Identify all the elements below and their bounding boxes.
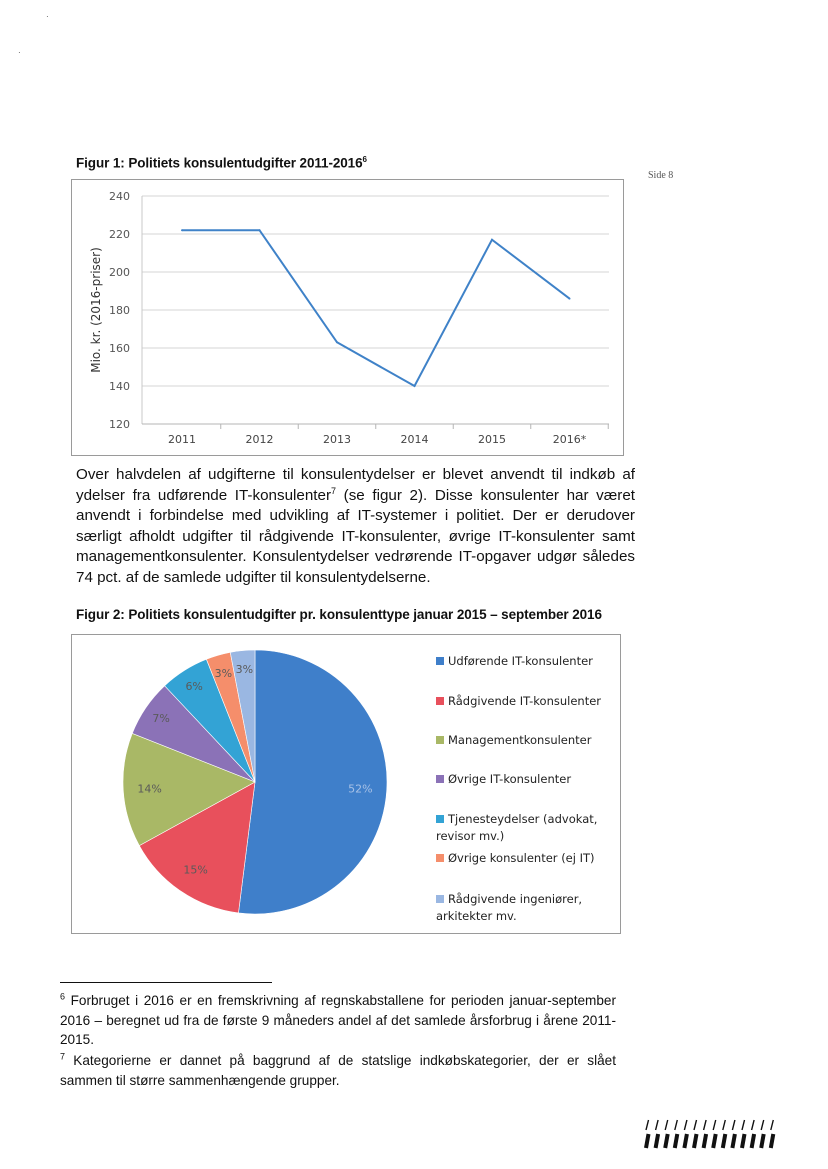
page-number: Side 8 [648,170,674,181]
legend-label: Rådgivende ingeniører, [448,892,583,906]
barcode-bar [675,1134,678,1148]
pie-legend [436,653,616,933]
slice-label: 14% [137,782,162,796]
legend-item [436,771,571,788]
barcode-bar [684,1134,687,1148]
barcode-bar [646,1120,649,1130]
legend-swatch [436,854,444,862]
barcode-bar [723,1134,726,1148]
barcode-bar [694,1120,697,1130]
barcode-bar [732,1134,735,1148]
figure1-chart-frame [71,179,624,456]
scan-mark: · [46,12,49,21]
barcode-bar [675,1120,678,1130]
y-tick-label: 180 [109,304,130,317]
barcode-bar [723,1120,726,1130]
legend-item [436,653,593,670]
barcode-bar [742,1134,745,1148]
x-tick-label: 2012 [245,433,274,446]
legend-label: Managementkonsulenter [448,733,592,747]
barcode-bar [665,1134,668,1148]
figure2-title: Figur 2: Politiets konsulentudgifter pr. konsulenttype januar 2015 – september 2016 [76,607,602,622]
data-point [414,385,416,387]
legend-label: Øvrige IT-konsulenter [448,772,572,786]
legend-item [436,891,582,925]
barcode-bar [713,1134,716,1148]
figure1-title: Figur 1: Politiets konsulentudgifter 2011-2016$^6$ [76,155,367,171]
line-chart [72,180,623,455]
y-tick-label: 200 [109,266,130,279]
x-tick-label: 2013 [323,433,351,446]
footnote-number: 7 [60,1051,66,1062]
legend-label: revisor mv.) [436,829,505,843]
y-tick-label: 140 [109,380,130,393]
barcode-bar [771,1120,774,1130]
footnote: $^7$ Kategorierne er dannet på baggrund af de statslige indkøbskategorier, der er slået sammen til større sammenhængende grupper. [60,1051,617,1088]
legend-label: arkitekter mv. [436,909,517,923]
barcode-bar [704,1120,707,1130]
barcode-bar [665,1120,668,1130]
data-point [336,341,338,343]
slice-label: 6% [185,680,203,694]
y-tick-label: 120 [109,418,130,431]
legend-swatch [436,736,444,744]
barcode-bar [684,1120,687,1130]
barcode-bar [752,1120,755,1130]
data-point [569,298,571,300]
barcode-bar [761,1120,764,1130]
scan-mark: · [18,48,21,57]
slice-label: 3% [235,662,254,676]
legend-item [436,732,591,749]
x-tick-label: 2011 [168,433,196,446]
footnote-ref: 7 [331,485,337,496]
body-paragraph: Over halvdelen af udgifterne til konsulentydelser er blevet anvendt til indkøb af ydelser fra udførende IT-konsulenter$^7$ (se figur 2). Disse konsulenter har været anvendt i forbindelse med udvikling af IT-systemer i politiet. Der er derudover særligt afholdt udgifter til rådgivende IT-konsulenter, øvrige IT-konsulenter samt managementkonsulenter. Konsulentydelser vedrørende IT-opgaver udgør således 74 pct. af de samlede udgifter til konsulentydelserne. [76,466,636,586]
footnote-separator [60,982,272,983]
barcode [640,1118,780,1152]
legend-label: Tjenesteydelser (advokat, [448,812,598,826]
legend-label: Udførende IT-konsulenter [448,654,593,668]
legend-swatch [436,815,444,823]
pie-chart [72,635,412,933]
y-tick-label: 220 [109,228,130,241]
slice-label: 52% [348,782,373,796]
legend-item [436,811,597,845]
x-tick-label: 2014 [400,433,429,446]
barcode-bar [694,1134,697,1148]
series-line [182,230,570,386]
slice-label: 3% [214,666,233,680]
x-tick-label: 2015 [478,433,506,446]
barcode-bar [742,1120,745,1130]
slice-label: 7% [152,712,170,726]
legend-item [436,693,601,710]
legend-swatch [436,657,444,665]
footnote-ref: 6 [362,155,367,164]
data-point [491,239,493,241]
barcode-bar [646,1134,649,1148]
barcode-bar [732,1120,735,1130]
barcode-bar [713,1120,716,1130]
legend-swatch [436,895,444,903]
y-tick-label: 160 [109,342,130,355]
barcode-bar [656,1120,659,1130]
barcode-bar [704,1134,707,1148]
legend-swatch [436,775,444,783]
barcode-bar [771,1134,774,1148]
y-tick-label: 240 [109,190,130,203]
barcode-bar [752,1134,755,1148]
footnote-number: 6 [60,991,66,1002]
y-axis-label: Mio. kr. (2016-priser) [89,247,103,373]
slice-label: 15% [183,863,208,877]
data-point [259,229,261,231]
barcode-bar [656,1134,659,1148]
x-tick-label: 2016* [552,433,587,446]
legend-label: Øvrige konsulenter (ej IT) [448,851,595,865]
footnote: $^6$ Forbruget i 2016 er en fremskrivning af regnskabstallene for perioden januar-september 2016 – beregnet ud fra de første 9 måneders andel af det samlede årsforbrug i årene 2011-2015. [60,991,616,1047]
data-point [181,229,183,231]
legend-item [436,850,595,867]
legend-swatch [436,697,444,705]
figure2-chart-frame [71,634,621,934]
legend-label: Rådgivende IT-konsulenter [448,694,602,708]
barcode-bar [761,1134,764,1148]
